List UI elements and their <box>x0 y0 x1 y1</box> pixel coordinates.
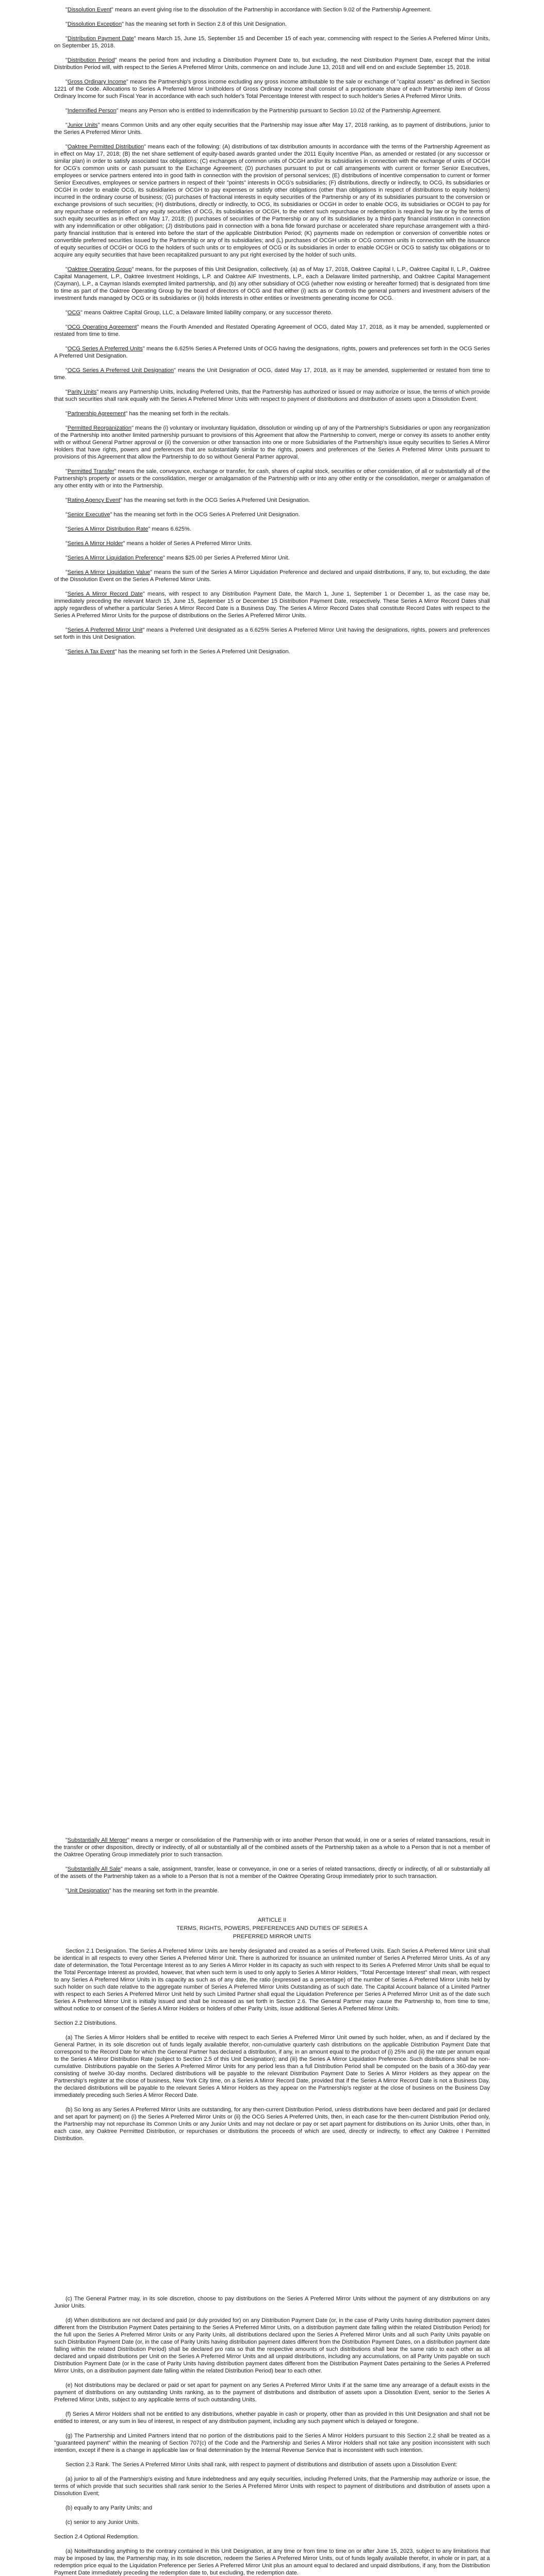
defined-term: Unit Designation <box>67 1888 109 1894</box>
definition-text: " means a sale, assignment, transfer, lease or conveyance, in one or a series of related transactions, directly or indirectly, of all or substantially all of the assets of the Partnership taken as a whole to a Person that is not a member of the Oaktree Operating Group immediately prior to such transaction. <box>54 1866 490 1879</box>
defined-term: Senior Executive <box>67 512 110 518</box>
article-number: ARTICLE II <box>257 1917 287 1923</box>
section-paragraph: (c) senior to any Junior Units. <box>65 2519 140 2526</box>
section-paragraph: (a) The Series A Mirror Holders shall be entitled to receive with respect to each Series A Preferred Mirror Unit owned by such holder, when, as and if declared by the General Partner, in its sole discretion out of funds legally available therefor, non-cumulative quarterly cash distributions on the applicable Distribution Payment Date that correspond to the Record Date for which the General Partner has declared a distribution, if any, in an amount equal to the product of (i) 25% and (ii) the rate per annum equal to the Series A Mirror Distribution Rate (subject to Section 2.5 of this Unit Designation); and (iii) the Series A Mirror Liquidation Preference. Such distributions shall be non-cumulative. Distributions payable on the Series A Preferred Mirror Units for any period less than a full Distribution Period shall be computed on the basis of a 360-day year consisting of twelve 30-day months. Declared distributions will be payable to the relevant Distribution Payment Date to Series A Mirror Holders as they appear on the Partnership's register at the close of business, New York City time, on a Series A Mirror Record Date, provided that if the Series A Mirror Record Date is not a Business Day, the declared distributions will be payable to the relevant Series A Mirror Holders as they appear on the Partnership's register at the close of business on the Business Day immediately preceding such Series A Mirror Record Date. <box>54 2035 490 2098</box>
section-paragraph: Section 2.1 Designation. The Series A Preferred Mirror Units are hereby designated and created as a series of Preferred Units. Each Series A Preferred Mirror Unit shall be identical in all respects to every other Series A Preferred Mirror Unit. There is authorized for issuance an unlimited number of Series A Preferred Mirror Units. As of any date of determination, the Total Percentage Interest as to any Series A Mirror Holder in its capacity as such with respect to its Series A Preferred Mirror Units shall be equal to the Total Percentage Interest as provided, however, that when such term is used to only apply to Series A Mirror Holders, "Total Percentage Interest" shall mean, with respect to any Series A Preferred Mirror Units in its capacity as such as of any date, the ratio (expressed as a percentage) of the number of Series A Preferred Mirror Units held by such holder on such date relative to the aggregate number of Series A Preferred Mirror Units Outstanding as of such date. The Capital Account balance of a Limited Partner with respect to each Series A Preferred Mirror Unit held by such Limited Partner shall equal the Liquidation Preference per Series A Preferred Mirror Unit as of the date such Series A Preferred Mirror Unit is initially issued and shall be increased as set forth in Section 2.6. The General Partner may cause the Partnership to, from time to time, without notice to or consent of the Series A Mirror Holders or holders of other Parity Units, issue additional Series A Preferred Mirror Units. <box>54 1948 490 2012</box>
definition-text: " means the sum of the Series A Mirror Liquidation Preference and declared and unpaid distributions, if any, to, but excluding, the date of the Dissolution Event on the Series A Preferred Mirror Units. <box>54 569 490 583</box>
definition-paragraph: "Series A Mirror Distribution Rate" means 6.625%. <box>65 526 191 532</box>
defined-term: Series A Mirror Liquidation Value <box>67 569 151 575</box>
definition-text: " means Oaktree Capital Group, LLC, a Delaware limited liability company, or any successor thereto. <box>80 310 333 316</box>
definition-paragraph: "Permitted Reorganization" means the (i) voluntary or involuntary liquidation, dissolution or winding up of any of the Partnership's Subsidiaries or upon any reorganization of the Partnership into another limited partnership pursuant to provisions of this Agreement that allow the Partnership to convert, merge or convey its assets to another entity with or without General Partner approval or (ii) the conversion or other transaction into one or more Subsidiaries of the Partnership's issue equity securities to Series A Mirror Holders that have rights, powers and preferences that are substantially similar to the rights, powers and preferences of the Series A Preferred Mirror Units pursuant to provisions of this Agreement that allow the Partnership to do so without General Partner approval. <box>54 425 490 460</box>
definitions-section-2 <box>54 1837 490 1902</box>
defined-term: OCG <box>67 310 80 316</box>
definition-paragraph: "Distribution Period" means the period from and including a Distribution Payment Date to, but excluding, the next Distribution Payment Date, except that the initial Distribution Period will, with respect to the Series A Preferred Mirror Units, commence on and include June 13, 2018 and will end on and exclude September 15, 2018. <box>54 57 490 71</box>
definition-paragraph: "Series A Mirror Record Date" means, with respect to any Distribution Payment Date, the March 1, June 1, September 1 or December 1, as the case may be, immediately preceding the relevant March 15, June 15, September 15 or December 15 Distribution Payment Date, respectively. These Series A Mirror Record Dates shall apply regardless of whether a particular Series A Mirror Record Date is a Business Day. The Series A Mirror Record Dates shall constitute Record Dates with respect to the Series A Preferred Mirror Units for the purpose of distributions on the Series A Preferred Mirror Units. <box>54 591 490 619</box>
definition-paragraph: "Dissolution Event" means an event giving rise to the dissolution of the Partnership in accordance with Section 9.02 of the Partnership Agreement. <box>65 7 432 13</box>
definition-text: " means a holder of Series A Preferred Mirror Units. <box>123 540 252 547</box>
article-title-line-2: PREFERRED MIRROR UNITS <box>233 1934 311 1940</box>
definition-text: " means $25.00 per Series A Preferred Mirror Unit. <box>163 555 290 561</box>
definition-text: " means the sale, conveyance, exchange or transfer, for cash, shares of capital stock, securities or other consideration, of all or substantially all of the Partnership's property or assets or the consolidation, merger or amalgamation of the Partnership with or into any other entity or the consolidation, merger or amalgamation of any other entity with or into the Partnership. <box>54 468 490 489</box>
defined-term: Distribution Period <box>67 57 115 63</box>
definition-paragraph: "Series A Tax Event" has the meaning set forth in the Series A Preferred Unit Designation. <box>65 649 290 655</box>
definition-text: " means, with respect to any Distribution Payment Date, the March 1, June 1, September 1 or December 1, as the case may be, immediately preceding the relevant March 15, June 15, September 15 or December 15 Distribution Payment Date, respectively. These Series A Mirror Record Dates shall apply regardless of whether a particular Series A Mirror Record Date is a Business Day. The Series A Mirror Record Dates shall constitute Record Dates with respect to the Series A Preferred Mirror Units for the purpose of distributions on the Series A Preferred Mirror Units. <box>54 591 490 619</box>
definition-text: " has the meaning set forth in the Series A Preferred Unit Designation. <box>114 649 290 655</box>
defined-term: Series A Mirror Record Date <box>67 591 143 597</box>
article-sections-1 <box>54 1947 490 2142</box>
definition-paragraph: "Parity Units" means any Partnership Units, including Preferred Units, that the Partnership has authorized or issued or may authorize or issue, the terms of which provide that such securities shall rank equally with the Series A Preferred Mirror Units with respect to payment of distributions and distribution of assets upon a Dissolution Event. <box>54 389 490 402</box>
section-paragraph: (e) Not distributions may be declared or paid or set apart for payment on any Series A Preferred Mirror Units if at the same time any arrearage of a default exists in the payment of distributions on any outstanding Units ranking, as to the payment of distributions and distribution of assets upon a Dissolution Event, senior to the Series A Preferred Mirror Units, subject to any applicable terms of such outstanding Units. <box>54 2382 490 2403</box>
defined-term: Gross Ordinary Income <box>67 79 126 85</box>
section-paragraph: Section 2.4 Optional Redemption. <box>54 2534 139 2540</box>
definition-text: " means the Partnership's gross income excluding any gross income attributable to the sale or exchange of "capital assets" as defined in Section 1221 of the Code. Allocations to Series A Preferred Mirror Unitholders of Gross Ordinary Income shall consist of a proportionate share of each Partnership item of Gross Ordinary Income for such Fiscal Year in accordance with each such holder's Total Percentage Interest with respect to such holder's Series A Preferred Mirror Units. <box>54 79 490 99</box>
defined-term: Series A Mirror Liquidation Preference <box>67 555 163 561</box>
section-paragraph: Section 2.2 Distributions. <box>54 2020 117 2026</box>
defined-term: OCG Operating Agreement <box>67 324 137 330</box>
defined-term: Dissolution Exception <box>67 21 122 27</box>
definitions-section-1 <box>54 6 490 663</box>
section-paragraph: (a) Notwithstanding anything to the contrary contained in this Unit Designation, at any time or from time to time on or after June 15, 2023, subject to any limitations that may be imposed by law, the Partnership may, in its sole discretion, redeem the Series A Preferred Mirror Units, out of funds legally available therefor, in whole or in part, at a redemption price equal to the Liquidation Preference per Series A Preferred Mirror Unit plus an amount equal to declared and unpaid distributions, if any, from the Distribution Payment Date immediately preceding the redemption date to, but excluding, the redemption date. <box>54 2548 490 2576</box>
definition-paragraph: "Junior Units" means Common Units and any other equity securities that the Partnership may issue after May 17, 2018 ranking, as to payment of distributions, junior to the Series A Preferred Mirror Units. <box>54 122 490 135</box>
defined-term: Series A Tax Event <box>67 649 115 655</box>
definition-paragraph: "Oaktree Permitted Distribution" means each of the following: (A) distributions of tax distribution amounts in accordance with the terms of the Partnership Agreement as in effect on May 17, 2018; (B) the net share settlement of equity-based awards granted under the 2011 Equity Incentive Plan, as amended or restated (or any successor or similar plan) in order to satisfy associated tax obligations; (C) exchanges of common units of OCGH and/or its subsidiaries in connection with the exchange of units of OCGH for OCG's common units or cash pursuant to the Exchange Agreement; (D) purchases pursuant to put or call arrangements with current or former Senior Executives, employees or service partners entered into in good faith in connection with the provision of personal services; (E) distributions of incentive compensation to current or former Senior Executives, employees or service partners in respect of their "points" interests in OCG's subsidiaries; (F) distributions, directly or indirectly, to OCG, its subsidiaries or OCGH in order to enable OCG, its subsidiaries or OCGH to pay expenses or satisfy other obligations (other than obligations in respect of distributions to equity holders) incurred in the ordinary course of business; (G) purchases of fractional interests in equity securities of the Partnership or any of its subsidiaries pursuant to the conversion or exchange provisions of such securities; (H) distributions, directly or indirectly, to OCG, its subsidiaries or OCGH in order to enable OCG, its subsidiaries or OCGH to pay for any repurchase or redemption of any equity securities of OCG, its subsidiaries or OCGH, to the extent such repurchase or redemption is required by law or by the terms of such equity securities as in effect on May 17, 2018; (I) purchases of securities of the Partnership or any of its subsidiaries by a third-party financial institution in connection with any indemnification or other obligation; (J) distributions paid in connection with a bona fide forward purchase or accelerated share repurchase arrangement with a third-party financial institution that is entered into before the start of the applicable Distribution Period; (K) payments made on redemption or conversion of convertible notes or convertible preferred securities issued by the Partnership or any of its subsidiaries; and (L) purchases of OCGH units or OCG common units in connection with the issuance of equity securities of OCGH or OCG to the holders of such units or to employees of OCG or its subsidiaries in order to enable OCGH or OCG to satisfy tax obligations or to acquire any equity securities that have been recapitalized pursuant to any put right exercised by the holder of such units. <box>54 144 490 258</box>
definition-text: " means March 15, June 15, September 15 and December 15 of each year, commencing with respect to the Series A Preferred Mirror Units, on September 15, 2018. <box>54 36 490 49</box>
definition-paragraph: "Permitted Transfer" means the sale, conveyance, exchange or transfer, for cash, shares of capital stock, securities or other consideration, of all or substantially all of the Partnership's property or assets or the consolidation, merger or amalgamation of the Partnership with or into any other entity or the consolidation, merger or amalgamation of any other entity with or into the Partnership. <box>54 468 490 489</box>
definition-paragraph: "Dissolution Exception" has the meaning set forth in Section 2.8 of this Unit Designation. <box>65 21 287 27</box>
defined-term: Oaktree Operating Group <box>67 266 132 273</box>
section-paragraph: (d) When distributions are not declared and paid (or duly provided for) on any Distribution Payment Date (or, in the case of Parity Units having distribution payment dates different from the Distribution Payment Dates pertaining to the Series A Preferred Mirror Units, on a distribution payment date falling within the related Distribution Period) for the full upon the Series A Preferred Mirror Units or any Parity Units, all distributions declared upon the Series A Preferred Mirror Units and all such Parity Units payable on such Distribution Payment Date (or, in the case of Parity Units having distribution payment dates different from the Distribution Payment Dates, on a distribution payment date falling within the related Distribution Period) shall be declared pro rata so that the respective amounts of such distributions shall bear the same ratio to each other as all declared and unpaid distributions per Unit on the Series A Preferred Mirror Units and all unpaid distributions, including any accumulations, on all Parity Units payable on such Distribution Payment Date (or in the case of Parity Units having distribution payment dates different from the Distribution Payment Dates pertaining to the Series A Preferred Mirror Units, on a distribution payment date falling within the related Distribution Period) bear to each other. <box>54 2317 490 2374</box>
defined-term: Dissolution Event <box>67 7 111 13</box>
defined-term: Partnership Agreement <box>67 411 126 417</box>
defined-term: Rating Agency Event <box>67 497 121 503</box>
definition-text: " means the period from and including a Distribution Payment Date to, but excluding, the next Distribution Payment Date, except that the initial Distribution Period will, with respect to the Series A Preferred Mirror Units, commence on and include June 13, 2018 and will end on and exclude September 15, 2018. <box>54 57 490 71</box>
definition-paragraph: "Rating Agency Event" has the meaning set forth in the OCG Series A Preferred Unit Designation. <box>65 497 310 503</box>
article-ii <box>54 1917 490 2149</box>
defined-term: Distribution Payment Date <box>67 36 134 42</box>
definition-paragraph: "Distribution Payment Date" means March 15, June 15, September 15 and December 15 of each year, commencing with respect to the Series A Preferred Mirror Units, on September 15, 2018. <box>54 36 490 49</box>
definition-text: " means a Preferred Unit designated as a 6.625% Series A Preferred Mirror Unit having the designations, rights, powers and preferences set forth in this Unit Designation. <box>54 627 490 640</box>
section-paragraph: (b) equally to any Parity Units; and <box>65 2505 153 2511</box>
definition-paragraph: "Series A Mirror Holder" means a holder of Series A Preferred Mirror Units. <box>65 540 252 547</box>
definition-paragraph: "Partnership Agreement" has the meaning set forth in the recitals. <box>65 411 230 417</box>
definition-paragraph: "Unit Designation" has the meaning set forth in the preamble. <box>65 1888 219 1894</box>
definition-paragraph: "Series A Preferred Mirror Unit" means a Preferred Unit designated as a 6.625% Series A Preferred Mirror Unit having the designations, rights, powers and preferences set forth in this Unit Designation. <box>54 627 490 640</box>
definition-paragraph: "OCG Series A Preferred Unit Designation" means the Unit Designation of OCG, dated May 17, 2018, as it may be amended, supplemented or restated from time to time. <box>54 367 490 381</box>
defined-term: Junior Units <box>67 122 98 128</box>
definition-text: " means, for the purposes of this Unit Designation, collectively, (a) as of May 17, 2018, Oaktree Capital I, L.P., Oaktree Capital II, L.P., Oaktree Capital Management, L.P., Oaktree Investment Holdings, L.P. and Oaktree AIF Investments, L.P., each a Delaware limited partnership, and Oaktree Capital Management (Cayman), L.P., a Cayman Islands exempted limited partnership, and (b) any other subsidiary of OCG (whether now existing or hereafter formed) that is designated from time to time as part of the Oaktree Operating Group by the board of directors of OCG and that either (i) acts as or Controls the general partners and investment advisers of the investment funds managed by OCG or its subsidiaries or (ii) holds interests in other entities or investments generating income for OCG. <box>54 266 490 301</box>
definition-text: " means any Partnership Units, including Preferred Units, that the Partnership has authorized or issued or may authorize or issue, the terms of which provide that such securities shall rank equally with the Series A Preferred Mirror Units with respect to payment of distributions and distribution of assets upon a Dissolution Event. <box>54 389 490 402</box>
definition-paragraph: "Substantially All Sale" means a sale, assignment, transfer, lease or conveyance, in one or a series of related transactions, directly or indirectly, of all or substantially all of the assets of the Partnership taken as a whole to a Person that is not a member of the Oaktree Operating Group immediately prior to such transaction. <box>54 1866 490 1879</box>
defined-term: Series A Mirror Holder <box>67 540 123 547</box>
definition-paragraph: "Senior Executive" has the meaning set forth in the OCG Series A Preferred Unit Designation. <box>65 512 300 518</box>
section-paragraph: Section 2.3 Rank. The Series A Preferred Mirror Units shall rank, with respect to payment of distributions and distribution of assets upon a Dissolution Event: <box>65 2462 457 2468</box>
section-paragraph: (a) junior to all of the Partnership's existing and future indebtedness and any equity securities, including Preferred Units, that the Partnership may authorize or issue, the terms of which provide that such securities shall rank senior to the Series A Preferred Mirror Units with respect to payment of distributions and distribution of assets upon a Dissolution Event; <box>54 2476 490 2497</box>
defined-term: Substantially All Sale <box>67 1866 121 1872</box>
defined-term: Parity Units <box>67 389 97 395</box>
section-paragraph: (c) The General Partner may, in its sole discretion, choose to pay distributions on the Series A Preferred Mirror Units without the payment of any distributions on any Junior Units. <box>54 2296 490 2309</box>
definition-text: " means an event giving rise to the dissolution of the Partnership in accordance with Section 9.02 of the Partnership Agreement. <box>111 7 432 13</box>
definition-paragraph: "Series A Mirror Liquidation Value" means the sum of the Series A Mirror Liquidation Preference and declared and unpaid distributions, if any, to, but excluding, the date of the Dissolution Event on the Series A Preferred Mirror Units. <box>54 569 490 583</box>
definition-paragraph: "Oaktree Operating Group" means, for the purposes of this Unit Designation, collectively, (a) as of May 17, 2018, Oaktree Capital I, L.P., Oaktree Capital II, L.P., Oaktree Capital Management, L.P., Oaktree Investment Holdings, L.P. and Oaktree AIF Investments, L.P., each a Delaware limited partnership, and Oaktree Capital Management (Cayman), L.P., a Cayman Islands exempted limited partnership, and (b) any other subsidiary of OCG (whether now existing or hereafter formed) that is designated from time to time as part of the Oaktree Operating Group by the board of directors of OCG and that either (i) acts as or Controls the general partners and investment advisers of the investment funds managed by OCG or its subsidiaries or (ii) holds interests in other entities or investments generating income for OCG. <box>54 266 490 301</box>
definition-text: " means the Unit Designation of OCG, dated May 17, 2018, as it may be amended, supplemented or restated from time to time. <box>54 367 490 381</box>
definition-text: " means the Fourth Amended and Restated Operating Agreement of OCG, dated May 17, 2018, as it may be amended, supplemented or restated from time to time. <box>54 324 490 337</box>
definition-paragraph: "Series A Mirror Liquidation Preference" means $25.00 per Series A Preferred Mirror Unit. <box>65 555 290 561</box>
definition-text: " has the meaning set forth in the OCG Series A Preferred Unit Designation. <box>110 512 300 518</box>
defined-term: Series A Mirror Distribution Rate <box>67 526 149 532</box>
definition-paragraph: "Substantially All Merger" means a merger or consolidation of the Partnership with or into another Person that would, in one or a series of related transactions, result in the transfer or other disposition, directly or indirectly, of all or substantially all of the combined assets of the Partnership taken as a whole to a Person that is not a member of the Oaktree Operating Group immediately prior to such transaction. <box>54 1837 490 1858</box>
section-paragraph: (b) So long as any Series A Preferred Mirror Units are outstanding, for any then-current Distribution Period, unless distributions have been declared and paid (or declared and set apart for payment) on (i) the Series A Preferred Mirror Units or (ii) the OCG Series A Preferred Units, then, in each case for the then-current Distribution Period only, the Partnership may not repurchase its Common Units or any Junior Units and may not declare or pay or set apart payment for distributions on its Junior Units, other than, in each case, any Oaktree Permitted Distribution, or repurchases or distributions the proceeds of which are used, directly or indirectly, to effect any Oaktree I Permitted Distribution. <box>54 2107 490 2142</box>
defined-term: Permitted Reorganization <box>67 425 132 431</box>
defined-term: OCG Series A Preferred Units <box>67 346 143 352</box>
defined-term: Permitted Transfer <box>67 468 114 474</box>
definition-text: " has the meaning set forth in the OCG Series A Preferred Unit Designation. <box>120 497 310 503</box>
definition-paragraph: "Gross Ordinary Income" means the Partnership's gross income excluding any gross income attributable to the sale or exchange of "capital assets" as defined in Section 1221 of the Code. Allocations to Series A Preferred Mirror Unitholders of Gross Ordinary Income shall consist of a proportionate share of each Partnership item of Gross Ordinary Income for such Fiscal Year in accordance with each such holder's Total Percentage Interest with respect to such holder's Series A Preferred Mirror Units. <box>54 79 490 99</box>
defined-term: Series A Preferred Mirror Unit <box>67 627 143 633</box>
definition-text: " means each of the following: (A) distributions of tax distribution amounts in accordance with the terms of the Partnership Agreement as in effect on May 17, 2018; (B) the net share settlement of equity-based awards granted under the 2011 Equity Incentive Plan, as amended or restated (or any successor or similar plan) in order to satisfy associated tax obligations; (C) exchanges of common units of OCGH and/or its subsidiaries in connection with the exchange of units of OCGH for OCG's common units or cash pursuant to the Exchange Agreement; (D) purchases pursuant to put or call arrangements with current or former Senior Executives, employees or service partners entered into in good faith in connection with the provision of personal services; (E) distributions of incentive compensation to current or former Senior Executives, employees or service partners in respect of their "points" interests in OCG's subsidiaries; (F) distributions, directly or indirectly, to OCG, its subsidiaries or OCGH in order to enable OCG, its subsidiaries or OCGH to pay expenses or satisfy other obligations (other than obligations in respect of distributions to equity holders) incurred in the ordinary course of business; (G) purchases of fractional interests in equity securities of the Partnership or any of its subsidiaries pursuant to the conversion or exchange provisions of such securities; (H) distributions, directly or indirectly, to OCG, its subsidiaries or OCGH in order to enable OCG, its subsidiaries or OCGH to pay for any repurchase or redemption of any equity securities of OCG, its subsidiaries or OCGH, to the extent such repurchase or redemption is required by law or by the terms of such equity securities as in effect on May 17, 2018; (I) purchases of securities of the Partnership or any of its subsidiaries by a third-party financial institution in connection with any indemnification or other obligation; (J) distributions paid in connection with a bona fide forward purchase or accelerated share repurchase arrangement with a third-party financial institution that is entered into before the start of the applicable Distribution Period; (K) payments made on redemption or conversion of convertible notes or convertible preferred securities issued by the Partnership or any of its subsidiaries; and (L) purchases of OCGH units or OCG common units in connection with the issuance of equity securities of OCGH or OCG to the holders of such units or to employees of OCG or its subsidiaries in order to enable OCGH or OCG to satisfy tax obligations or to acquire any equity securities that have been recapitalized pursuant to any put right exercised by the holder of such units. <box>54 144 490 258</box>
definition-text: " means 6.625%. <box>148 526 191 532</box>
definition-text: " means the (i) voluntary or involuntary liquidation, dissolution or winding up of any of the Partnership's Subsidiaries or upon any reorganization of the Partnership into another limited partnership pursuant to provisions of this Agreement that allow the Partnership to convert, merge or convey its assets to another entity with or without General Partner approval or (ii) the conversion or other transaction into one or more Subsidiaries of the Partnership's issue equity securities to Series A Mirror Holders that have rights, powers and preferences that are substantially similar to the rights, powers and preferences of the Series A Preferred Mirror Units pursuant to provisions of this Agreement that allow the Partnership to do so without General Partner approval. <box>54 425 490 460</box>
defined-term: OCG Series A Preferred Unit Designation <box>67 367 174 374</box>
definition-paragraph: "OCG Series A Preferred Units" means the 6.625% Series A Preferred Units of OCG having the designations, rights, powers and preferences set forth in the OCG Series A Preferred Unit Designation. <box>54 346 490 359</box>
definition-text: " has the meaning set forth in the preamble. <box>109 1888 219 1894</box>
definition-text: " has the meaning set forth in Section 2.8 of this Unit Designation. <box>122 21 287 27</box>
definition-paragraph: "OCG Operating Agreement" means the Fourth Amended and Restated Operating Agreement of OCG, dated May 17, 2018, as it may be amended, supplemented or restated from time to time. <box>54 324 490 337</box>
definition-text: " means a merger or consolidation of the Partnership with or into another Person that would, in one or a series of related transactions, result in the transfer or other disposition, directly or indirectly, of all or substantially all of the combined assets of the Partnership taken as a whole to a Person that is not a member of the Oaktree Operating Group immediately prior to such transaction. <box>54 1837 490 1858</box>
definition-text: " has the meaning set forth in the recitals. <box>125 411 230 417</box>
article-title: TERMS, RIGHTS, POWERS, PREFERENCES AND DUTIES OF SERIES A <box>176 1925 368 1931</box>
definition-text: " means the 6.625% Series A Preferred Units of OCG having the designations, rights, powers and preferences set forth in the OCG Series A Preferred Unit Designation. <box>54 346 490 359</box>
definition-paragraph: "OCG" means Oaktree Capital Group, LLC, a Delaware limited liability company, or any successor thereto. <box>65 310 333 316</box>
defined-term: Substantially All Merger <box>67 1837 127 1843</box>
definition-paragraph: "Indemnified Person" means any Person who is entitled to indemnification by the Partnership pursuant to Section 10.02 of the Partnership Agreement. <box>65 108 441 114</box>
defined-term: Indemnified Person <box>67 108 117 114</box>
defined-term: Oaktree Permitted Distribution <box>67 144 144 150</box>
section-paragraph: (g) The Partnership and Limited Partners intend that no portion of the distributions paid to the Series A Mirror Holders pursuant to this Section 2.2 shall be treated as a "guaranteed payment" within the meaning of Section 707(c) of the Code and the Partnership and Series A Mirror Holders shall not take any position inconsistent with such intention, except if there is a change in applicable law or final determination by the Internal Revenue Service that is inconsistent with such intention. <box>54 2433 490 2453</box>
article-sections-2 <box>54 2295 490 2576</box>
definition-text: " means Common Units and any other equity securities that the Partnership may issue after May 17, 2018 ranking, as to payment of distributions, junior to the Series A Preferred Mirror Units. <box>54 122 490 135</box>
definition-text: " means any Person who is entitled to indemnification by the Partnership pursuant to Section 10.02 of the Partnership Agreement. <box>116 108 441 114</box>
section-paragraph: (f) Series A Mirror Holders shall not be entitled to any distributions, whether payable in cash or property, other than as provided in this Unit Designation and shall not be entitled to interest, or any sum in lieu of interest, in respect of any distribution payment, including any such payment which is delayed or foregone. <box>54 2411 490 2425</box>
